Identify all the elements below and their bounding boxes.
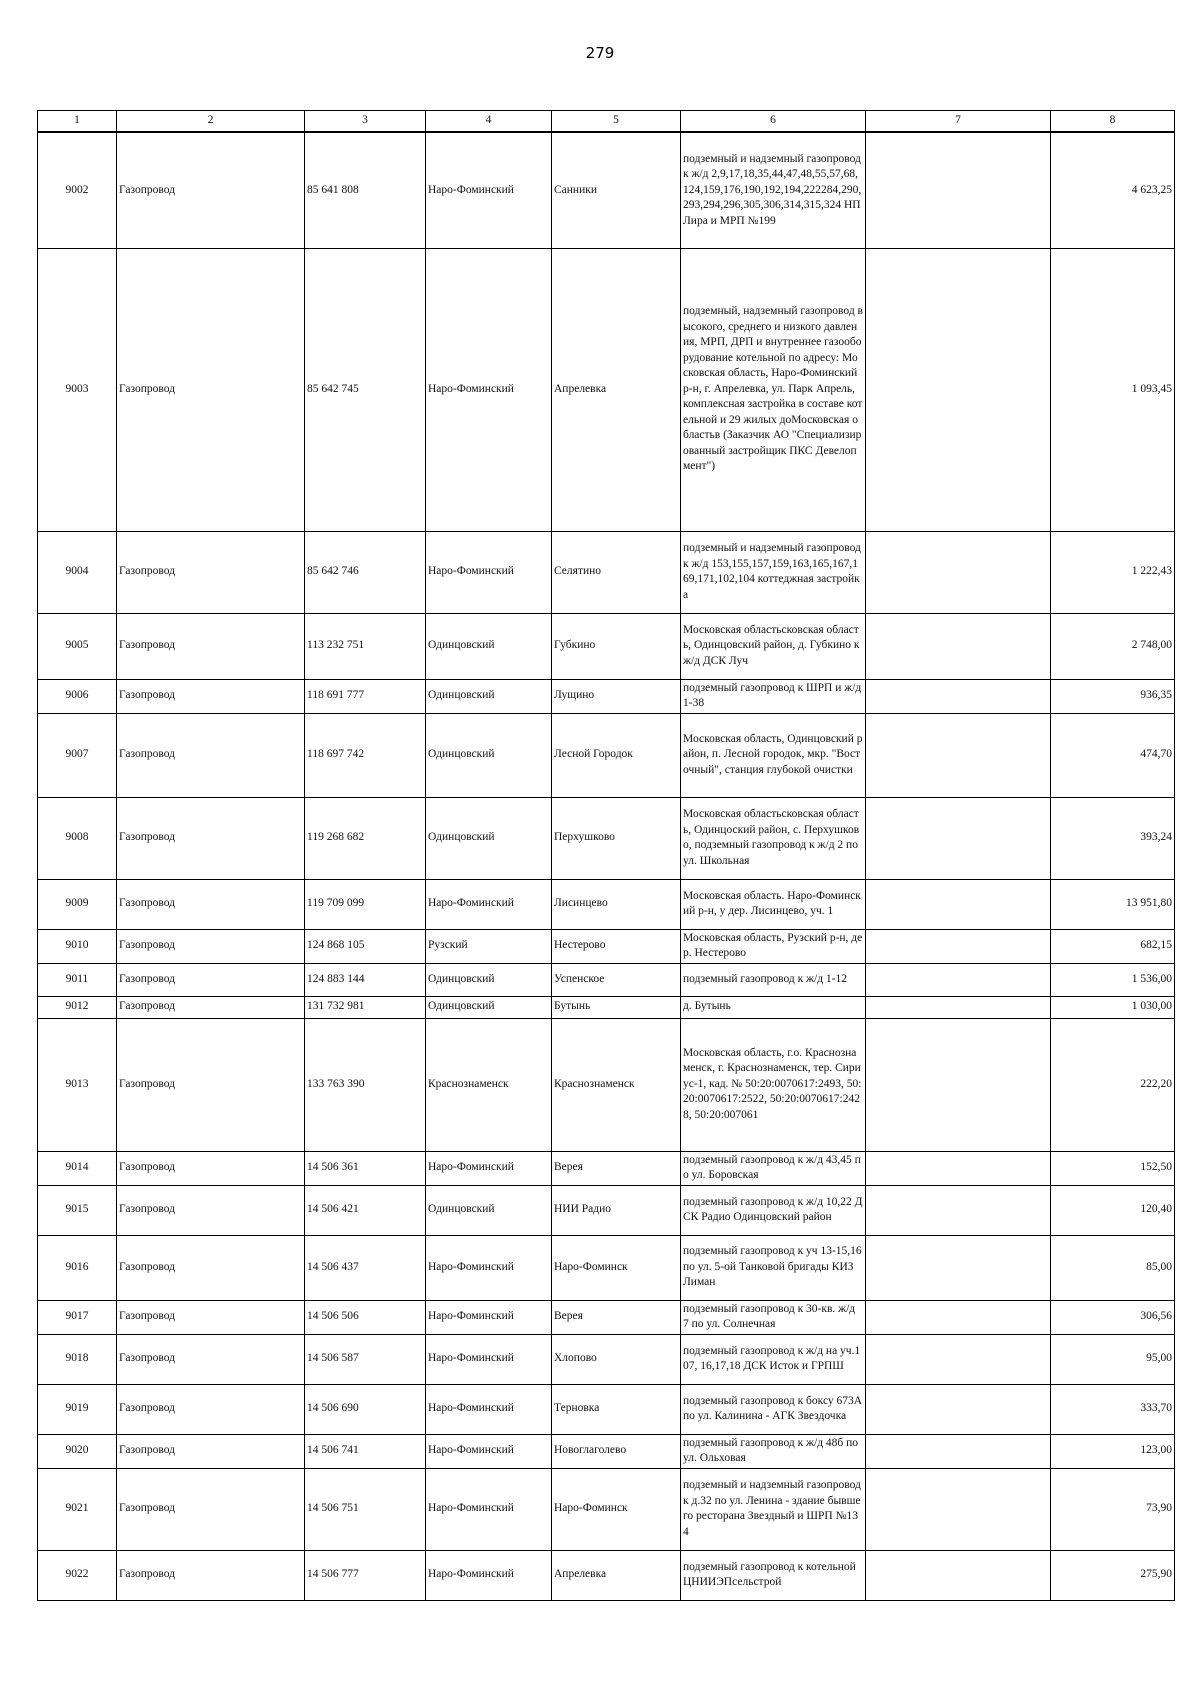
- table-cell-n: 9016: [38, 1235, 117, 1300]
- column-header: 1: [38, 111, 117, 133]
- table-cell-locality: Терновка: [552, 1384, 681, 1434]
- table-cell-description: Московская область, Одинцовский район, п. Лесной городок, мкр. "Восточный", станция глубокой очистки: [681, 713, 866, 797]
- column-header: 3: [305, 111, 426, 133]
- table-cell-description: подземный и надземный газопровод к д.32 по ул. Ленина - здание бывшего ресторана Звездный и ШРП №134: [681, 1468, 866, 1550]
- table-cell-type: Газопровод: [117, 1550, 305, 1600]
- table-cell-district: Одинцовский: [426, 613, 552, 679]
- table-cell-description: подземный газопровод к ж/д 10,22 ДСК Радио Одинцовский район: [681, 1185, 866, 1235]
- table-cell-district: Наро-Фоминский: [426, 1334, 552, 1384]
- table-cell-description: Московская областьсковская область, Одинцовский район, д. Губкино к ж/д ДСК Луч: [681, 613, 866, 679]
- table-cell-description: подземный газопровод к ж/д на уч.107, 16,17,18 ДСК Исток и ГРПШ: [681, 1334, 866, 1384]
- table-cell-locality: Хлопово: [552, 1334, 681, 1384]
- table-cell-value: 682,15: [1051, 929, 1175, 963]
- table-cell-type: Газопровод: [117, 1151, 305, 1185]
- table-cell-district: Наро-Фоминский: [426, 879, 552, 929]
- table-cell-district: Наро-Фоминский: [426, 132, 552, 248]
- table-cell-type: Газопровод: [117, 1235, 305, 1300]
- column-header: 8: [1051, 111, 1175, 133]
- table-cell-col7: [866, 713, 1051, 797]
- table-cell-locality: Санники: [552, 132, 681, 248]
- table-cell-type: Газопровод: [117, 679, 305, 713]
- table-cell-description: подземный газопровод к уч 13-15,16 по ул. 5-ой Танковой бригады КИЗ Лиман: [681, 1235, 866, 1300]
- table-row: [38, 679, 1175, 713]
- table-cell-col7: [866, 797, 1051, 879]
- table-cell-code: 119 709 099: [305, 879, 426, 929]
- table-row: [38, 1468, 1175, 1550]
- table-row: [38, 1384, 1175, 1434]
- table-cell-description: д. Бутынь: [681, 996, 866, 1018]
- table-cell-locality: Верея: [552, 1300, 681, 1334]
- table-cell-col7: [866, 929, 1051, 963]
- table-row: [38, 1185, 1175, 1235]
- column-header: 6: [681, 111, 866, 133]
- table-row: [38, 929, 1175, 963]
- table-cell-n: 9020: [38, 1434, 117, 1468]
- table-cell-locality: Новоглаголево: [552, 1434, 681, 1468]
- table-cell-description: подземный и надземный газопровод к ж/д 153,155,157,159,163,165,167,169,171,102,104 коттеджная застройка: [681, 531, 866, 613]
- table-cell-value: 2 748,00: [1051, 613, 1175, 679]
- table-cell-value: 1 093,45: [1051, 248, 1175, 531]
- table-cell-description: подземный газопровод к 30-кв. ж/д 7 по ул. Солнечная: [681, 1300, 866, 1334]
- table-cell-locality: Успенское: [552, 963, 681, 996]
- table-cell-locality: Бутынь: [552, 996, 681, 1018]
- table-row: [38, 1434, 1175, 1468]
- column-header: 2: [117, 111, 305, 133]
- table-cell-value: 333,70: [1051, 1384, 1175, 1434]
- table-cell-code: 14 506 741: [305, 1434, 426, 1468]
- table-cell-col7: [866, 1300, 1051, 1334]
- table-cell-col7: [866, 248, 1051, 531]
- table-cell-value: 222,20: [1051, 1018, 1175, 1151]
- register-table: [37, 110, 1175, 1601]
- table-cell-locality: Краснознаменск: [552, 1018, 681, 1151]
- table-cell-locality: НИИ Радио: [552, 1185, 681, 1235]
- table-cell-type: Газопровод: [117, 1434, 305, 1468]
- table-cell-code: 124 883 144: [305, 963, 426, 996]
- table-cell-code: 113 232 751: [305, 613, 426, 679]
- table-cell-value: 936,35: [1051, 679, 1175, 713]
- table-cell-value: 123,00: [1051, 1434, 1175, 1468]
- table-cell-n: 9011: [38, 963, 117, 996]
- table-cell-type: Газопровод: [117, 1018, 305, 1151]
- page-number: 279: [585, 44, 615, 62]
- table-body: [38, 132, 1175, 1600]
- table-row: [38, 1334, 1175, 1384]
- table-cell-code: 14 506 361: [305, 1151, 426, 1185]
- table-cell-description: подземный газопровод к ж/д 48б по ул. Ольховая: [681, 1434, 866, 1468]
- table-cell-code: 14 506 777: [305, 1550, 426, 1600]
- table-cell-code: 124 868 105: [305, 929, 426, 963]
- table-cell-locality: Лущино: [552, 679, 681, 713]
- table-cell-description: подземный газопровод к боксу 673А по ул. Калинина - АГК Звездочка: [681, 1384, 866, 1434]
- table-cell-col7: [866, 1550, 1051, 1600]
- table-cell-n: 9015: [38, 1185, 117, 1235]
- column-header: 4: [426, 111, 552, 133]
- table-cell-value: 393,24: [1051, 797, 1175, 879]
- table-cell-type: Газопровод: [117, 248, 305, 531]
- table-cell-type: Газопровод: [117, 963, 305, 996]
- table-row: [38, 1018, 1175, 1151]
- table-cell-type: Газопровод: [117, 531, 305, 613]
- table-cell-locality: Наро-Фоминск: [552, 1235, 681, 1300]
- table-cell-district: Одинцовский: [426, 1185, 552, 1235]
- table-cell-col7: [866, 679, 1051, 713]
- table-cell-locality: Апрелевка: [552, 1550, 681, 1600]
- table-cell-district: Одинцовский: [426, 679, 552, 713]
- table-cell-value: 474,70: [1051, 713, 1175, 797]
- table-cell-value: 1 536,00: [1051, 963, 1175, 996]
- table-cell-n: 9005: [38, 613, 117, 679]
- table-cell-code: 118 691 777: [305, 679, 426, 713]
- table-row: [38, 613, 1175, 679]
- table-cell-n: 9008: [38, 797, 117, 879]
- table-cell-district: Наро-Фоминский: [426, 531, 552, 613]
- table-cell-locality: Селятино: [552, 531, 681, 613]
- table-cell-locality: Апрелевка: [552, 248, 681, 531]
- table-cell-district: Наро-Фоминский: [426, 1151, 552, 1185]
- table-cell-code: 14 506 437: [305, 1235, 426, 1300]
- table-row: [38, 996, 1175, 1018]
- table-cell-description: Московская область, Рузский р-н, дер. Нестерово: [681, 929, 866, 963]
- header-row: [38, 111, 1175, 133]
- table-cell-col7: [866, 1151, 1051, 1185]
- table-cell-code: 14 506 506: [305, 1300, 426, 1334]
- table-cell-district: Наро-Фоминский: [426, 248, 552, 531]
- table-cell-col7: [866, 963, 1051, 996]
- table-cell-description: подземный, надземный газопровод высокого, среднего и низкого давления, МРП, ДРП и внутреннее газооборудование котельной по адресу: Московская область, Наро-Фоминский р-н, г. Апрелевка, ул. Парк Апрель, комплексная застройка в составе котельной и 29 жилых доМосковская областьв (Заказчик АО "Специализированный застройщик ПКС Девелопмент"): [681, 248, 866, 531]
- table-cell-district: Рузский: [426, 929, 552, 963]
- table-cell-value: 4 623,25: [1051, 132, 1175, 248]
- table-cell-type: Газопровод: [117, 1384, 305, 1434]
- table-row: [38, 713, 1175, 797]
- table-cell-code: 131 732 981: [305, 996, 426, 1018]
- table-cell-type: Газопровод: [117, 1185, 305, 1235]
- table-cell-col7: [866, 613, 1051, 679]
- table-cell-description: Московская область, г.о. Краснознаменск, г. Краснознаменск, тер. Сириус-1, кад. № 50:20:0070617:2493, 50:20:0070617:2522, 50:20:0070617:2428, 50:20:007061: [681, 1018, 866, 1151]
- table-cell-code: 133 763 390: [305, 1018, 426, 1151]
- table-cell-value: 1 030,00: [1051, 996, 1175, 1018]
- table-cell-n: 9004: [38, 531, 117, 613]
- column-header: 5: [552, 111, 681, 133]
- table-row: [38, 1151, 1175, 1185]
- table-cell-col7: [866, 879, 1051, 929]
- table-cell-n: 9003: [38, 248, 117, 531]
- table-row: [38, 531, 1175, 613]
- table-cell-value: 13 951,80: [1051, 879, 1175, 929]
- table-cell-n: 9012: [38, 996, 117, 1018]
- table-cell-type: Газопровод: [117, 929, 305, 963]
- table-row: [38, 1300, 1175, 1334]
- table-cell-description: Московская область. Наро-Фоминский р-н, у дер. Лисинцево, уч. 1: [681, 879, 866, 929]
- table-cell-n: 9002: [38, 132, 117, 248]
- table-row: [38, 797, 1175, 879]
- table-cell-district: Наро-Фоминский: [426, 1434, 552, 1468]
- table-cell-value: 120,40: [1051, 1185, 1175, 1235]
- table-cell-code: 14 506 690: [305, 1384, 426, 1434]
- table-cell-description: Московская областьсковская область, Одинцоский район, с. Перхушково, подземный газопровод к ж/д 2 по ул. Школьная: [681, 797, 866, 879]
- table-cell-value: 95,00: [1051, 1334, 1175, 1384]
- table-cell-type: Газопровод: [117, 1468, 305, 1550]
- table-cell-col7: [866, 1334, 1051, 1384]
- table-cell-n: 9013: [38, 1018, 117, 1151]
- table-row: [38, 1235, 1175, 1300]
- table-cell-col7: [866, 531, 1051, 613]
- table-cell-value: 306,56: [1051, 1300, 1175, 1334]
- table-cell-code: 85 642 745: [305, 248, 426, 531]
- table-cell-code: 14 506 587: [305, 1334, 426, 1384]
- table-cell-n: 9010: [38, 929, 117, 963]
- table-cell-n: 9022: [38, 1550, 117, 1600]
- table-cell-locality: Наро-Фоминск: [552, 1468, 681, 1550]
- table-cell-type: Газопровод: [117, 1300, 305, 1334]
- table-cell-locality: Верея: [552, 1151, 681, 1185]
- table-cell-type: Газопровод: [117, 797, 305, 879]
- column-header: 7: [866, 111, 1051, 133]
- table-cell-locality: Губкино: [552, 613, 681, 679]
- table-row: [38, 1550, 1175, 1600]
- table-cell-description: подземный газопровод к котельной ЦНИИЭПсельстрой: [681, 1550, 866, 1600]
- table-row: [38, 248, 1175, 531]
- table-cell-code: 14 506 751: [305, 1468, 426, 1550]
- table-cell-description: подземный и надземный газопровод к ж/д 2,9,17,18,35,44,47,48,55,57,68,124,159,176,190,192,194,222284,290,293,294,296,305,306,314,315,324 НП Лира и МРП №199: [681, 132, 866, 248]
- table-cell-district: Наро-Фоминский: [426, 1300, 552, 1334]
- table-cell-n: 9019: [38, 1384, 117, 1434]
- table-cell-value: 73,90: [1051, 1468, 1175, 1550]
- table-cell-col7: [866, 1384, 1051, 1434]
- table-cell-n: 9009: [38, 879, 117, 929]
- table-cell-code: 119 268 682: [305, 797, 426, 879]
- table-cell-code: 14 506 421: [305, 1185, 426, 1235]
- table-cell-type: Газопровод: [117, 132, 305, 248]
- table-cell-district: Наро-Фоминский: [426, 1235, 552, 1300]
- table-cell-col7: [866, 1434, 1051, 1468]
- table-cell-district: Одинцовский: [426, 713, 552, 797]
- table-cell-type: Газопровод: [117, 713, 305, 797]
- table-cell-col7: [866, 132, 1051, 248]
- table-cell-district: Краснознаменск: [426, 1018, 552, 1151]
- table-cell-locality: Нестерово: [552, 929, 681, 963]
- table-cell-col7: [866, 1018, 1051, 1151]
- table-cell-locality: Перхушково: [552, 797, 681, 879]
- table-cell-value: 1 222,43: [1051, 531, 1175, 613]
- table-cell-value: 275,90: [1051, 1550, 1175, 1600]
- table-cell-code: 85 642 746: [305, 531, 426, 613]
- table-cell-col7: [866, 1235, 1051, 1300]
- table-cell-type: Газопровод: [117, 1334, 305, 1384]
- table-cell-value: 152,50: [1051, 1151, 1175, 1185]
- table-cell-district: Наро-Фоминский: [426, 1468, 552, 1550]
- table-cell-n: 9007: [38, 713, 117, 797]
- table-cell-type: Газопровод: [117, 996, 305, 1018]
- table-cell-n: 9018: [38, 1334, 117, 1384]
- table-cell-description: подземный газопровод к ж/д 43,45 по ул. Боровская: [681, 1151, 866, 1185]
- table-cell-type: Газопровод: [117, 879, 305, 929]
- table-row: [38, 963, 1175, 996]
- table-cell-type: Газопровод: [117, 613, 305, 679]
- table-cell-code: 85 641 808: [305, 132, 426, 248]
- table-cell-n: 9014: [38, 1151, 117, 1185]
- table-cell-col7: [866, 1468, 1051, 1550]
- table-cell-value: 85,00: [1051, 1235, 1175, 1300]
- table-cell-description: подземный газопровод к ж/д 1-12: [681, 963, 866, 996]
- table-cell-district: Наро-Фоминский: [426, 1550, 552, 1600]
- table-row: [38, 132, 1175, 248]
- table-cell-n: 9021: [38, 1468, 117, 1550]
- table-cell-code: 118 697 742: [305, 713, 426, 797]
- table-cell-description: подземный газопровод к ШРП и ж/д 1-38: [681, 679, 866, 713]
- table-cell-locality: Лесной Городок: [552, 713, 681, 797]
- table-cell-district: Одинцовский: [426, 996, 552, 1018]
- table-row: [38, 879, 1175, 929]
- table-cell-col7: [866, 996, 1051, 1018]
- table-cell-col7: [866, 1185, 1051, 1235]
- table-cell-district: Одинцовский: [426, 963, 552, 996]
- table-cell-n: 9017: [38, 1300, 117, 1334]
- table-cell-n: 9006: [38, 679, 117, 713]
- table-cell-locality: Лисинцево: [552, 879, 681, 929]
- table-cell-district: Наро-Фоминский: [426, 1384, 552, 1434]
- table-cell-district: Одинцовский: [426, 797, 552, 879]
